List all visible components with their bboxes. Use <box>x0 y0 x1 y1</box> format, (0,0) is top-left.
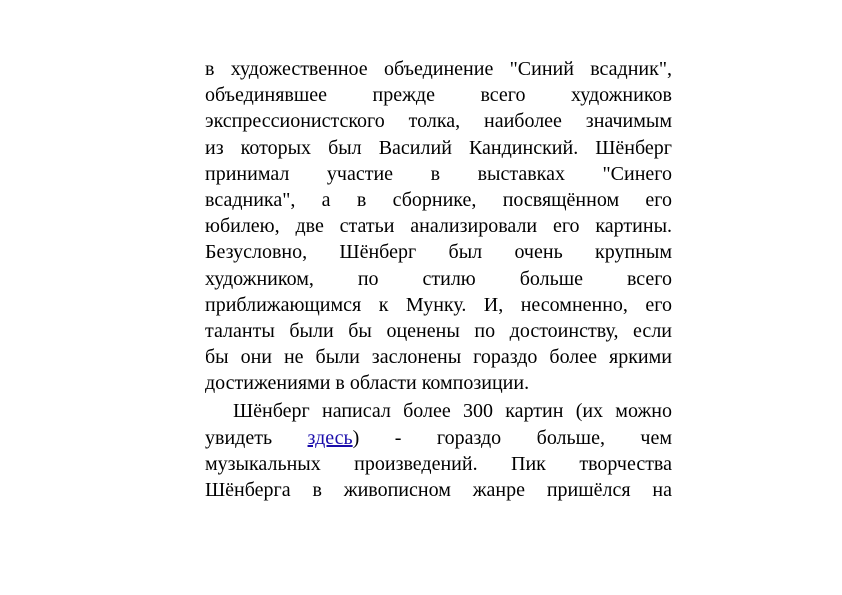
text-line: бы они не были заслонены гораздо более яркими <box>205 346 672 369</box>
text-line: принимал участие в выставках "Синего <box>205 162 672 185</box>
paragraph-2 <box>205 398 672 503</box>
gallery-link[interactable]: здесь <box>307 426 353 449</box>
text-line: всадника", а в сборнике, посвящённом его <box>205 188 672 211</box>
text-fragment: увидеть <box>205 426 308 449</box>
text-line: Шёнберга в живописном жанре пришёлся на <box>205 479 672 501</box>
text-line: экспрессионистского толка, наиболее значимым <box>205 110 672 133</box>
text-line: из которых был Василий Кандинский. Шёнберг <box>205 136 672 159</box>
text-line: Безусловно, Шёнберг был очень крупным <box>205 241 672 264</box>
text-line: достижениями в области композиции. <box>205 372 530 395</box>
paragraph-1 <box>205 56 672 396</box>
text-line-with-link <box>205 425 672 451</box>
text-fragment: ) - гораздо больше, чем <box>352 426 672 449</box>
text-line: таланты были бы оценены по достоинству, если <box>205 319 672 342</box>
text-line: музыкальных произведений. Пик творчества <box>205 452 672 475</box>
text-line: юбилею, две статьи анализировали его картины. <box>205 215 672 238</box>
text-line: художником, по стилю больше всего <box>205 267 672 290</box>
text-line: объединявшее прежде всего художников <box>205 84 672 107</box>
text-column <box>205 56 672 503</box>
text-line: приближающимся к Мунку. И, несомненно, его <box>205 293 672 316</box>
text-line: в художественное объединение "Синий всадник", <box>205 58 672 80</box>
text-line: Шёнберг написал более 300 картин (их можно <box>233 400 672 423</box>
